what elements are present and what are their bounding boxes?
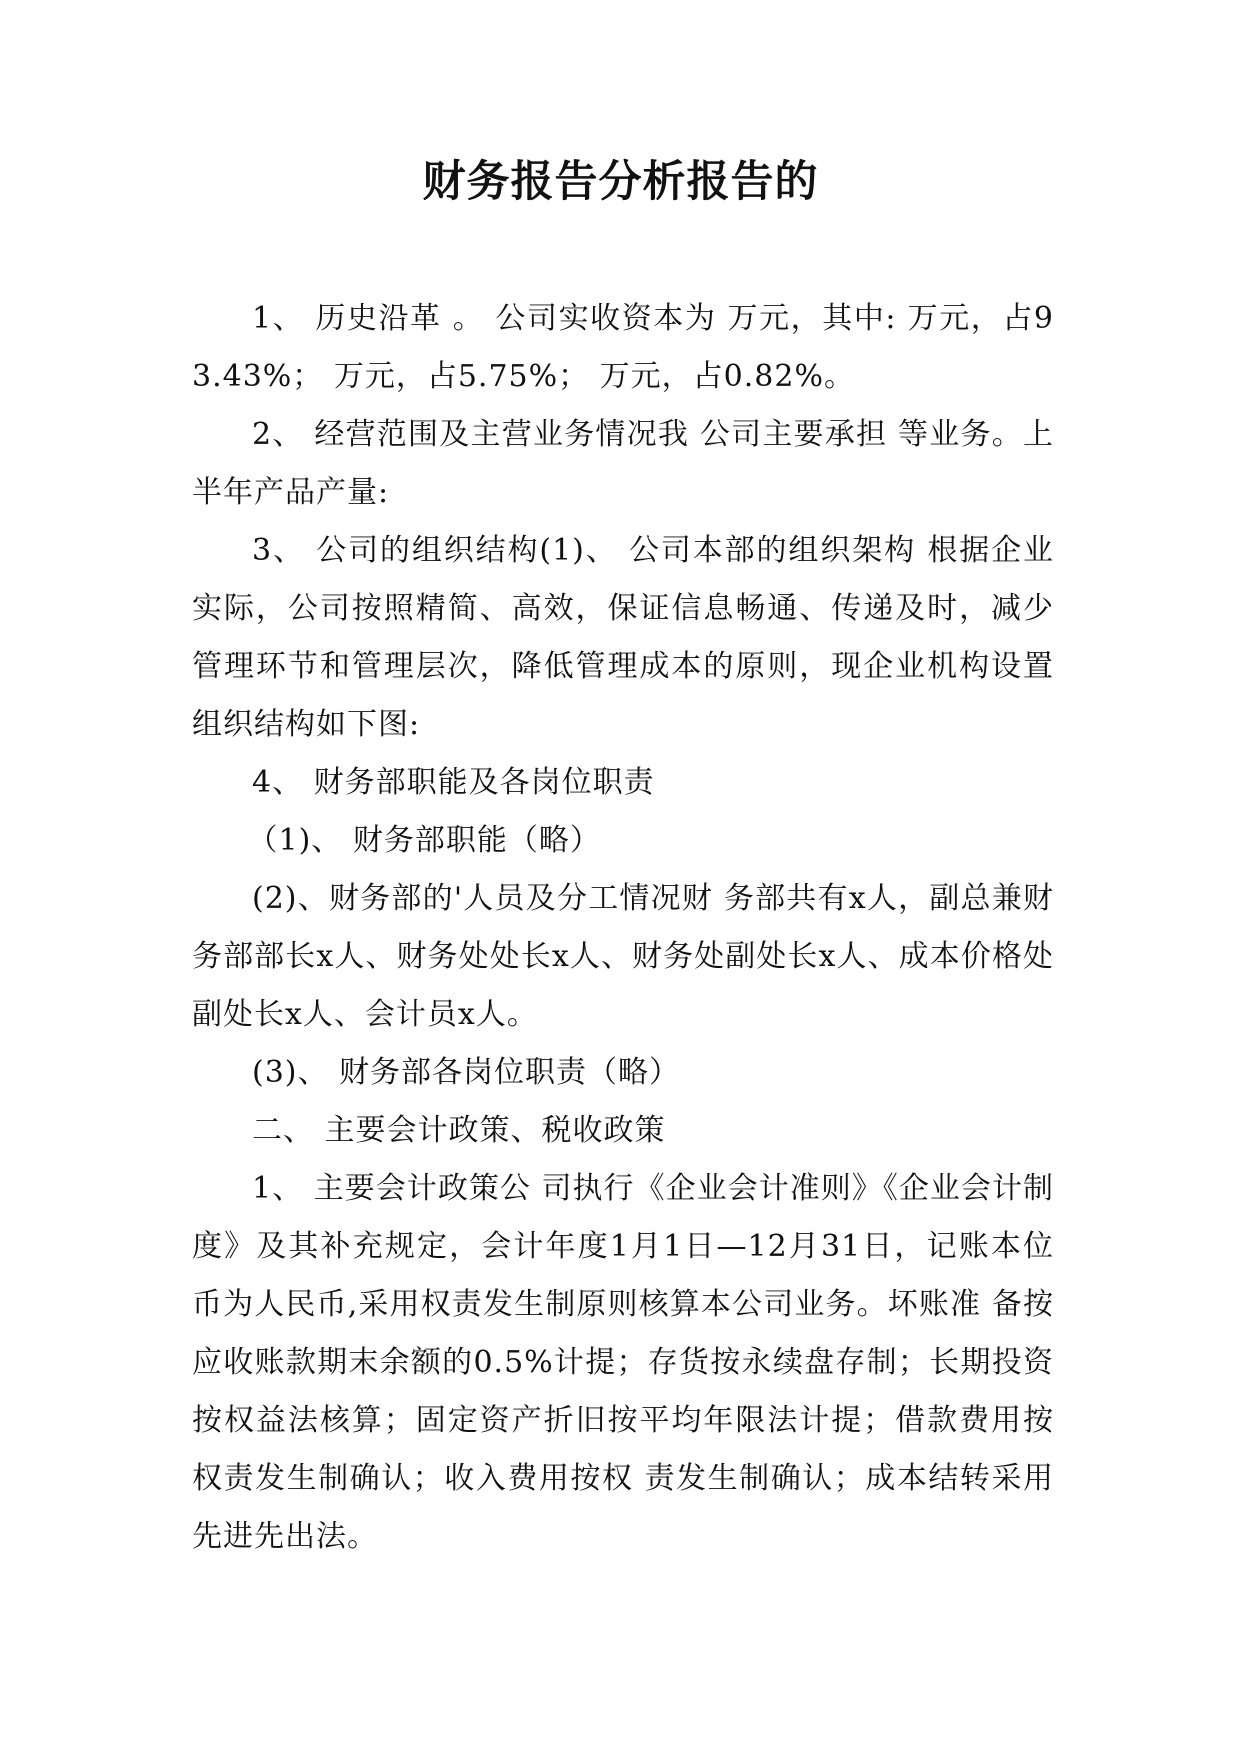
paragraph-policy-heading: 二、 主要会计政策、税收政策 bbox=[252, 1113, 666, 1148]
paragraph-business-scope: 2、 经营范围及主营业务情况我 公司主要承担 等业务。上半年产品产量: bbox=[192, 417, 1054, 510]
paragraph-finance-dept-heading: 4、 财务部职能及各岗位职责 bbox=[252, 765, 655, 800]
document-body bbox=[192, 290, 1054, 1566]
paragraph-finance-dept-function: （1)、 财务部职能（略） bbox=[247, 823, 601, 858]
paragraph-org-structure: 3、 公司的组织结构(1)、 公司本部的组织架构 根据企业实际，公司按照精简、高效，保证信息畅通、传递及时，减少管理环节和管理层次，降低管理成本的原则，现企业机构设置组织结构如下图: bbox=[192, 533, 1054, 742]
paragraph-staffing: (2)、财务部的'人员及分工情况财 务部共有x人，副总兼财务部部长x人、财务处处长x人、财务处副处长x人、成本价格处副处长x人、会计员x人。 bbox=[192, 881, 1054, 1032]
document-title: 财务报告分析报告的 bbox=[422, 157, 819, 207]
paragraph-history: 1、 历史沿革 。 公司实收资本为 万元，其中: 万元，占93.43%； 万元，占5.75%； 万元，占0.82%。 bbox=[192, 301, 1054, 394]
paragraph-post-duties: (3)、 财务部各岗位职责（略） bbox=[252, 1055, 681, 1090]
paragraph-accounting-policy: 1、 主要会计政策公 司执行《企业会计准则》《企业会计制度》及其补充规定，会计年度1月1日—12月31日，记账本位币为人民币,采用权责发生制原则核算本公司业务。坏账准 备按应收账款期末余额的0.5%计提；存货按永续盘存制；长期投资按权益法核算；固定资产折旧按平均年限法计提；借款费用按权责发生制确认；收入费用按权 责发生制确认；成本结转采用先进先出法。 bbox=[192, 1171, 1054, 1554]
